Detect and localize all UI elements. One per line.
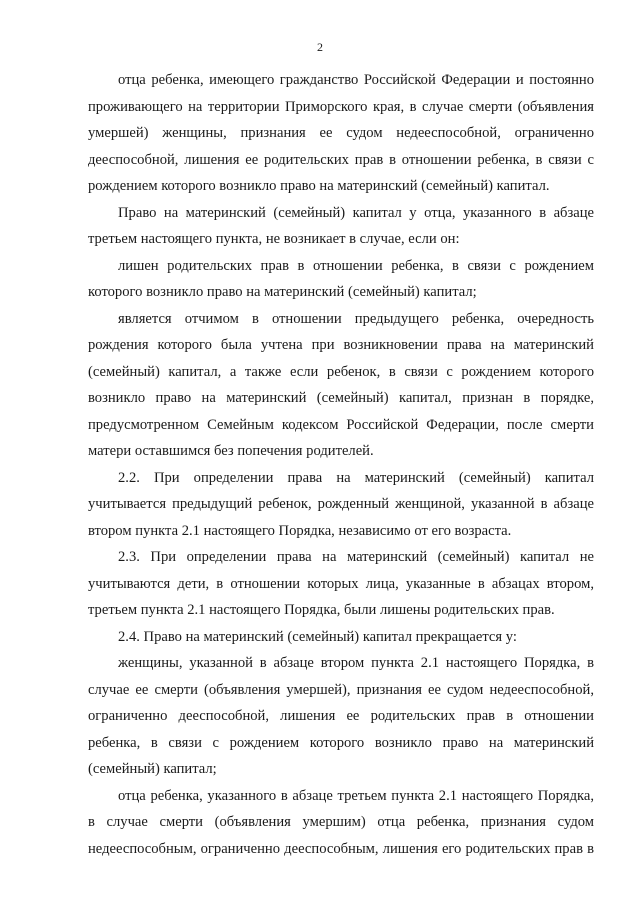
paragraph-father-rights-not-arising: Право на материнский (семейный) капитал у отца, указанного в абзаце третьем настоящего пункта, не возникает в случае, если он: [88, 204, 594, 247]
paragraph-woman-termination: женщины, указанной в абзаце втором пункта 2.1 настоящего Порядка, в случае ее смерти (объявления умершей), признания ее судом недееспособной, ограниченно дееспособной, лишения ее родительских прав в отношении ребенка, в связи с рождением которого возникло право на материнский (семейный) капитал; [88, 655, 594, 777]
page-number: 2 [317, 40, 323, 54]
document-body [88, 67, 594, 862]
paragraph-section-2-3: 2.3. При определении права на материнский (семейный) капитал не учитываются дети, в отношении которых лица, указанные в абзацах втором, третьем пункта 2.1 настоящего Порядка, были лишены родительских прав. [88, 549, 594, 618]
paragraph-father-termination: отца ребенка, указанного в абзаце третьем пункта 2.1 настоящего Порядка, в случае смерти (объявления умершим) отца ребенка, признания судом недееспособным, ограниченно дееспособным, лишения его родительских прав в [88, 787, 594, 857]
paragraph-father-rights-continuation: отца ребенка, имеющего гражданство Российской Федерации и постоянно проживающего на территории Приморского края, в случае смерти (объявления умершей) женщины, признания ее судом недееспособной, ограниченно дееспособной, лишения ее родительских прав в отношении ребенка, в связи с рождением которого возникло право на материнский (семейный) капитал. [88, 72, 594, 194]
paragraph-stepfather-case: является отчимом в отношении предыдущего ребенка, очередность рождения которого была учтена при возникновении права на материнский (семейный) капитал, а также если ребенок, в связи с рождением которого возникло право на материнский (семейный) капитал, признан в порядке, предусмотренном Семейным кодексом Российской Федерации, после смерти матери оставшимся без попечения родителей. [88, 310, 594, 459]
paragraph-section-2-4: 2.4. Право на материнский (семейный) капитал прекращается у: [118, 628, 517, 645]
paragraph-deprived-parental-rights: лишен родительских прав в отношении ребенка, в связи с рождением которого возникло право на материнский (семейный) капитал; [88, 257, 594, 300]
paragraph-section-2-2: 2.2. При определении права на материнский (семейный) капитал учитывается предыдущий ребенок, рожденный женщиной, указанной в абзаце втором пункта 2.1 настоящего Порядка, независимо от его возраста. [88, 469, 594, 539]
